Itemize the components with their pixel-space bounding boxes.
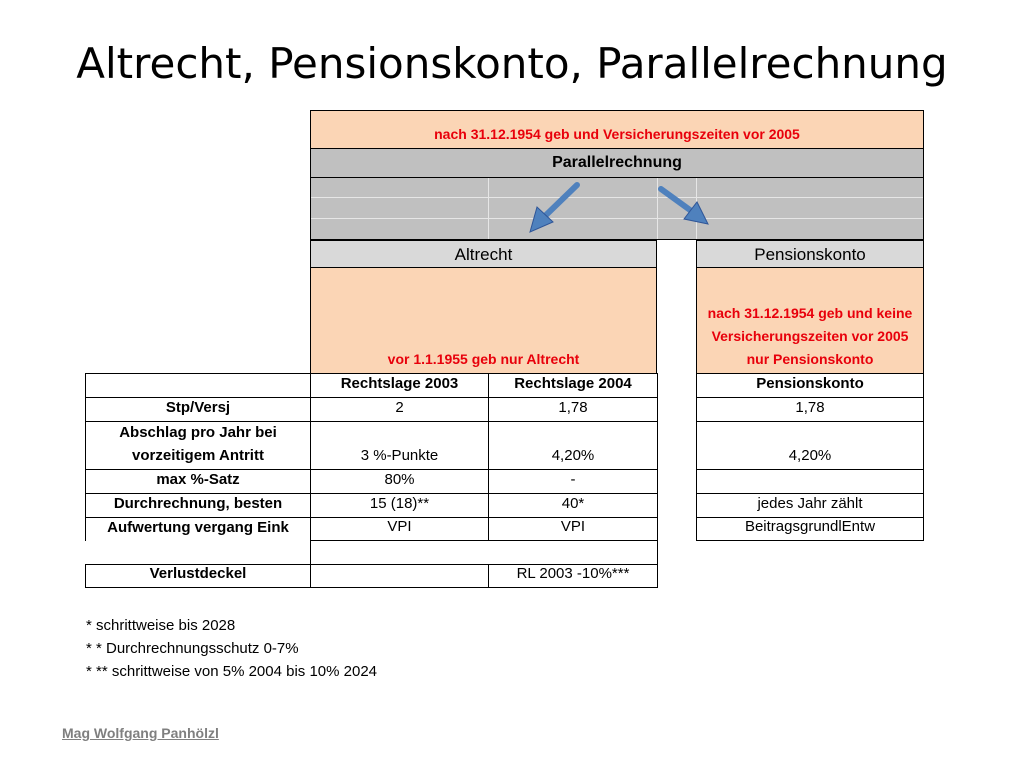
- row-label: Stp/Versj: [85, 397, 311, 422]
- table-cell: [310, 564, 489, 588]
- table-cell: jedes Jahr zählt: [696, 493, 924, 518]
- row-label: Verlustdeckel: [85, 564, 311, 588]
- row-label: Durchrechnung, besten: [85, 493, 311, 518]
- table-cell: -: [488, 469, 658, 494]
- altrecht-header: [310, 240, 657, 268]
- slide-title: Altrecht, Pensionskonto, Parallelrechnung: [76, 39, 948, 88]
- table-cell: 3 %-Punkte: [310, 421, 489, 470]
- table-cell: VPI: [310, 517, 489, 541]
- footnote: * ** schrittweise von 5% 2004 bis 10% 2024: [86, 663, 378, 680]
- table-cell: [696, 469, 924, 494]
- table-cell: 1,78: [696, 397, 924, 422]
- pk-note: nach 31.12.1954 geb und keine Versicherungszeiten vor 2005 nur Pensionskonto: [707, 305, 913, 367]
- table-cell: 2: [310, 397, 489, 422]
- row-label: Abschlag pro Jahr bei vorzeitigem Antritt: [85, 421, 311, 470]
- top-note: nach 31.12.1954 geb und Versicherungszeiten vor 2005: [434, 126, 800, 142]
- table-cell: 4,20%: [696, 421, 924, 470]
- table-cell: VPI: [488, 517, 658, 541]
- altrecht-label: Altrecht: [454, 244, 513, 264]
- pk-note-cell: [696, 267, 924, 374]
- pensionskonto-label: Pensionskonto: [754, 244, 866, 264]
- row-label: max %-Satz: [85, 469, 311, 494]
- corner-cell: [85, 373, 311, 398]
- col-header-pk: Pensionskonto: [696, 373, 924, 398]
- col-header-rl2003: Rechtslage 2003: [310, 373, 489, 398]
- author-link[interactable]: Mag Wolfgang Panhölzl: [62, 725, 219, 741]
- arrow-down-right-icon: [661, 189, 708, 224]
- altrecht-note: vor 1.1.1955 geb nur Altrecht: [387, 351, 580, 367]
- table-cell: 40*: [488, 493, 658, 518]
- table-cell: RL 2003 -10%***: [488, 564, 658, 588]
- table-cell: BeitragsgrundlEntw: [696, 517, 924, 541]
- table-cell: 80%: [310, 469, 489, 494]
- footnote: * * Durchrechnungsschutz 0-7%: [86, 640, 299, 657]
- arrow-down-left-icon: [530, 185, 577, 232]
- table-cell: 1,78: [488, 397, 658, 422]
- parallel-label: Parallelrechnung: [552, 154, 682, 171]
- table-cell: 15 (18)**: [310, 493, 489, 518]
- row-label: Aufwertung vergang Eink: [85, 517, 311, 541]
- footnote: * schrittweise bis 2028: [86, 617, 236, 634]
- pensionskonto-header: [696, 240, 924, 268]
- col-header-rl2004: Rechtslage 2004: [488, 373, 658, 398]
- altrecht-note-cell: [310, 267, 657, 374]
- table-cell: 4,20%: [488, 421, 658, 470]
